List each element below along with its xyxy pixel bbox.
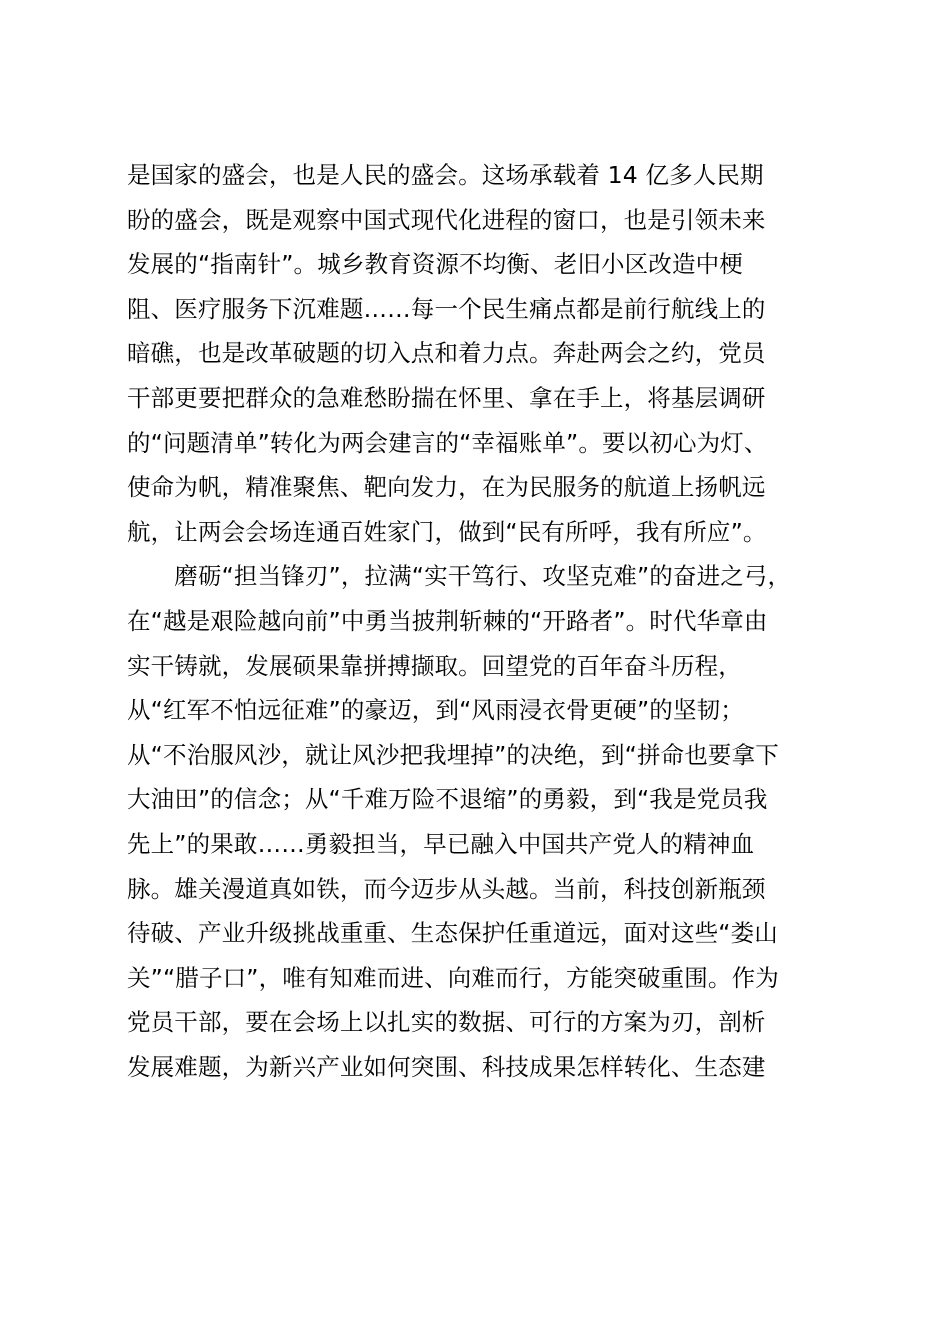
text-line-5: 暗礁，也是改革破题的切入点和着力点。奔赴两会之约，党员 [127, 339, 766, 368]
text-line-13: 从“红军不怕远征难”的豪迈，到“风雨浸衣骨更硬”的坚韧； [127, 696, 744, 725]
text-line-8: 使命为帆，精准聚焦、靶向发力，在为民服务的航道上扬帆远 [127, 473, 766, 502]
text-line-16: 先上”的果敢……勇毅担当，早已融入中国共产党人的精神血 [127, 829, 755, 858]
text-line-19: 关”“腊子口”，唯有知难而进、向难而行，方能突破重围。作为 [127, 963, 779, 992]
text-line-2: 盼的盛会，既是观察中国式现代化进程的窗口，也是引领未来 [127, 205, 766, 234]
text-line-21: 发展难题，为新兴产业如何突围、科技成果怎样转化、生态建 [127, 1052, 766, 1081]
text-line-9: 航，让两会会场连通百姓家门，做到“民有所呼，我有所应”。 [127, 517, 767, 546]
text-line-15: 大油田”的信念；从“千难万险不退缩”的勇毅，到“我是党员我 [127, 785, 768, 814]
text-line-3: 发展的“指南针”。城乡教育资源不均衡、老旧小区改造中梗 [127, 250, 743, 279]
body-text [127, 153, 847, 1089]
text-line-10: 磨砺“担当锋刃”，拉满“实干笃行、攻坚克难”的奋进之弓， [127, 562, 792, 591]
text-line-20: 党员干部，要在会场上以扎实的数据、可行的方案为刃，剖析 [127, 1008, 766, 1037]
text-line-7: 的“问题清单”转化为两会建言的“幸福账单”。要以初心为灯、 [127, 428, 768, 457]
text-line-1: 是国家的盛会，也是人民的盛会。这场承载着 14 亿多人民期 [127, 161, 764, 189]
text-line-4: 阻、医疗服务下沉难题……每一个民生痛点都是前行航线上的 [127, 294, 766, 323]
text-line-11: 在“越是艰险越向前”中勇当披荆斩棘的“开路者”。时代华章由 [127, 606, 768, 635]
text-line-6: 干部更要把群众的急难愁盼揣在怀里、拿在手上，将基层调研 [127, 383, 766, 412]
text-line-12: 实干铸就，发展硕果靠拼搏撷取。回望党的百年奋斗历程， [127, 651, 742, 680]
text-line-14: 从“不治服风沙，就让风沙把我埋掉”的决绝，到“拼命也要拿下 [127, 740, 779, 769]
text-line-17: 脉。雄关漫道真如铁，而今迈步从头越。当前，科技创新瓶颈 [127, 874, 766, 903]
text-line-18: 待破、产业升级挑战重重、生态保护任重道远，面对这些“娄山 [127, 919, 778, 948]
